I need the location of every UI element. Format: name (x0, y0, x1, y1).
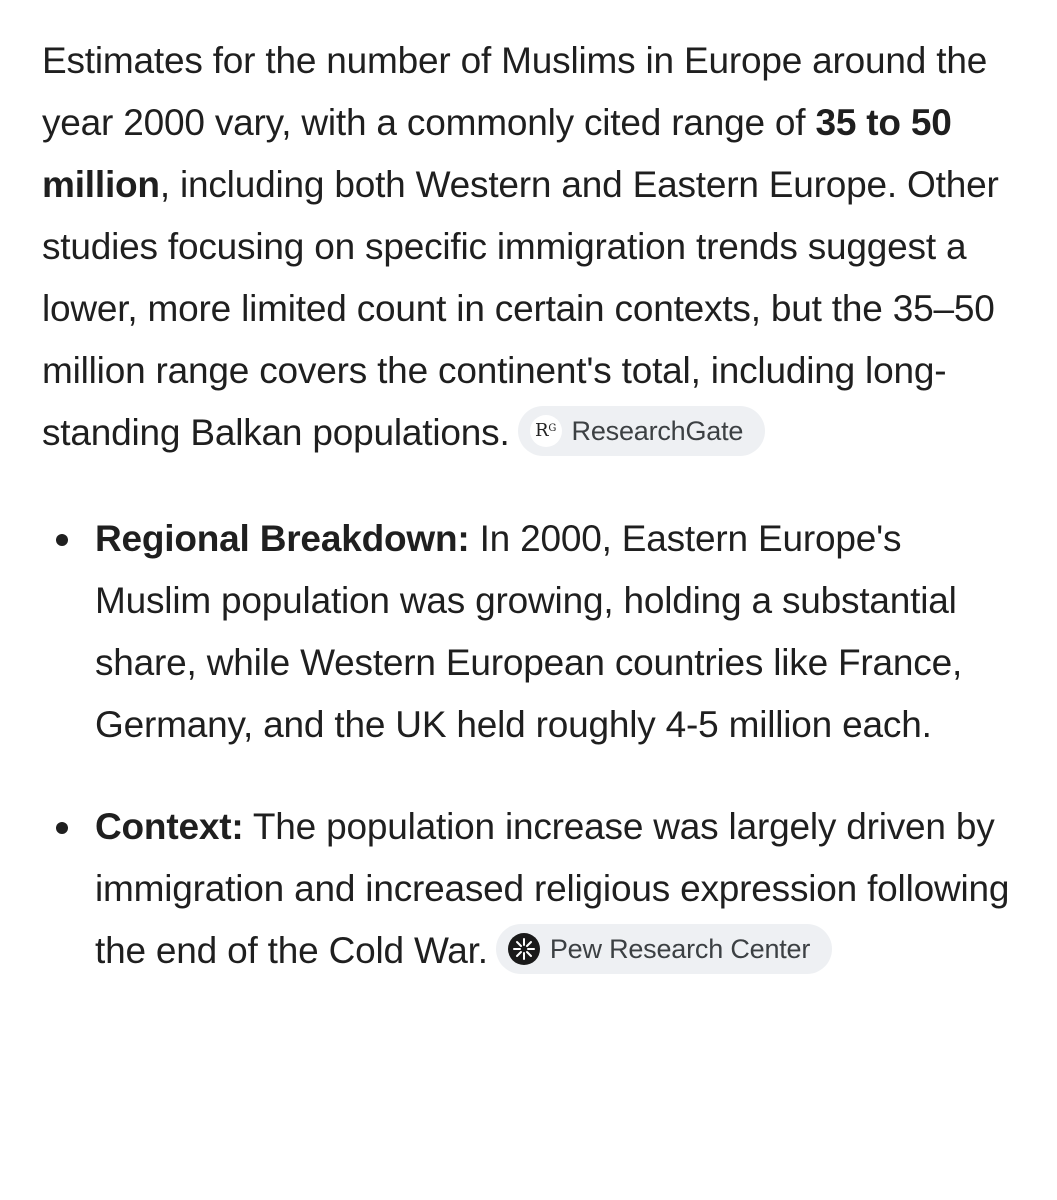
bullet-dot (56, 534, 68, 546)
source-chip-label: Pew Research Center (549, 934, 811, 965)
intro-text-end: , including both Western and Eastern Europe. Other studies focusing on specific immigration trends suggest a lower, more limited count in certain contexts, but the 35–50 million range covers the continent's total, including long-standing Balkan populations. (42, 164, 999, 453)
intro-text-start: Estimates for the number of Muslims in Europe around the year 2000 vary, with a commonly cited range of (42, 40, 988, 143)
list-item (42, 508, 1027, 756)
list-item (42, 796, 1027, 982)
intro-highlight: 35 to 50 million (42, 102, 952, 205)
researchgate-icon: R $^G$ (530, 415, 562, 447)
source-chip-pew[interactable] (496, 924, 832, 974)
bullet-heading: Regional Breakdown: (95, 518, 470, 559)
intro-paragraph (42, 30, 1027, 464)
bullet-text: The population increase was largely driven by immigration and increased religious expression following the end of the Cold War. (95, 806, 1010, 971)
bullet-list (42, 508, 1027, 982)
pew-research-icon (508, 933, 540, 965)
bullet-dot (56, 822, 68, 834)
source-chip-researchgate[interactable] (518, 406, 766, 456)
bullet-heading: Context: (95, 806, 244, 847)
bullet-text: In 2000, Eastern Europe's Muslim population was growing, holding a substantial share, while Western European countries like France, Germany, and the UK held roughly 4-5 million each. (95, 518, 963, 745)
source-chip-label: ResearchGate (571, 416, 744, 447)
